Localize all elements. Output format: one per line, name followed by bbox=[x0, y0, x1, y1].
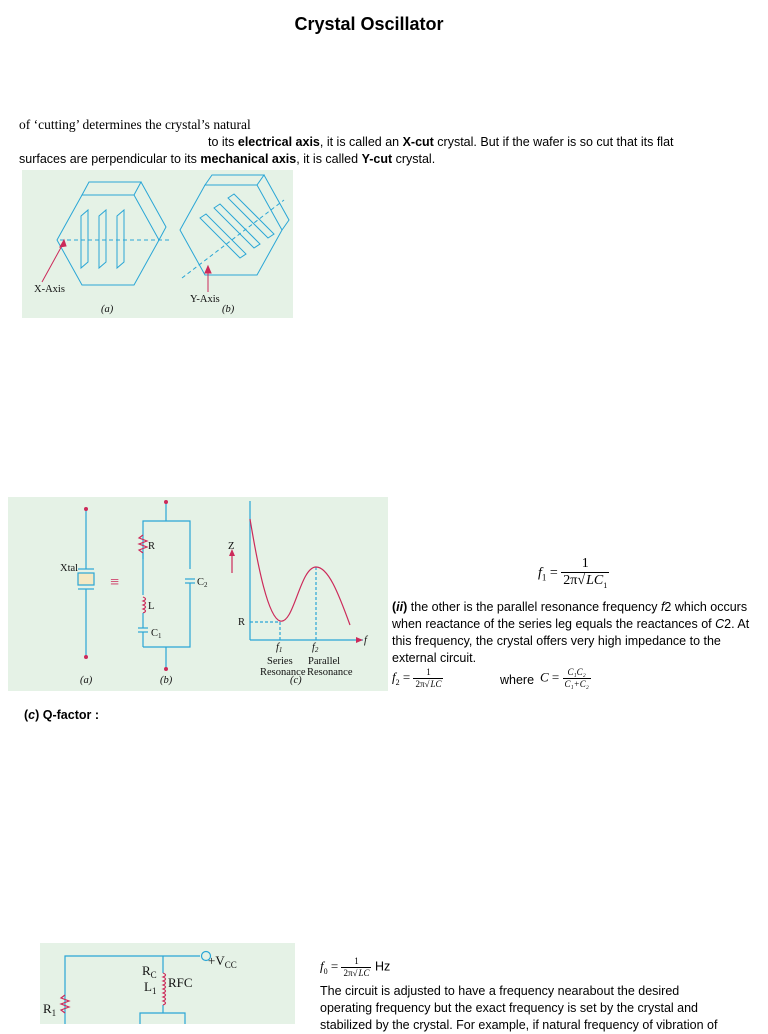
xtal-bottom-terminal bbox=[84, 655, 88, 659]
c2-label: C2 bbox=[197, 577, 208, 589]
hexagon-a-front bbox=[57, 195, 159, 285]
x-axis-pointer bbox=[42, 242, 64, 282]
hexagon-a-top-face bbox=[82, 182, 141, 195]
hexagon-b-side bbox=[264, 175, 289, 230]
series-label-2: Resonance bbox=[260, 667, 306, 678]
z-axis-label: Z bbox=[228, 541, 235, 552]
parallel-resonance-paragraph: (ii) the other is the parallel resonance frequency f2 which occurs when reactance of the series leg equals the reactances of C2. At this frequency, the crystal offers very high impedance to the external circuit. bbox=[392, 600, 750, 665]
crystal-equivalent-figure bbox=[8, 497, 388, 691]
y-cut-term: Y-cut bbox=[361, 152, 393, 166]
x-axis-label: X-Axis bbox=[34, 284, 65, 295]
vcc-label: $+V_{CC}$ bbox=[208, 953, 237, 970]
f1-tick-label: f1 bbox=[276, 642, 283, 654]
rfc-label: RFC bbox=[168, 975, 193, 990]
mechanical-axis-term: mechanical axis bbox=[200, 152, 297, 166]
equivalent-circuit-diagram bbox=[8, 497, 388, 691]
l-label: L bbox=[148, 601, 155, 612]
xtal-top-terminal bbox=[84, 507, 88, 511]
crystal-cut-diagram bbox=[22, 170, 293, 318]
crystal-oscillator-paragraph: The circuit is adjusted to have a frequency nearabout the desired operating frequency but the exact frequency is set by the crystal and stabilized by the crystal. For example, if natural frequency of vibration of bbox=[320, 984, 718, 1032]
hexagon-b-top-face bbox=[205, 175, 264, 185]
hexagon-a-side bbox=[141, 182, 166, 240]
series-label-1: Series bbox=[267, 656, 293, 667]
equation-f2: $f_2$ = $\frac{1}{2\pi√LC}$ bbox=[392, 667, 442, 689]
y-cut-plates bbox=[200, 194, 274, 258]
x-cut-term: X-cut bbox=[402, 135, 434, 149]
parallel-label-2: Resonance bbox=[307, 667, 353, 678]
r1-label: $R_1$ bbox=[43, 1001, 57, 1018]
l1-label: $L_1$ bbox=[144, 979, 157, 996]
intro-line-1: of ‘cutting’ determines the crystal’s natural bbox=[19, 117, 251, 132]
c1-label: C1 bbox=[151, 628, 162, 640]
hexagon-b-front bbox=[180, 185, 282, 275]
y-axis-arrowhead bbox=[205, 266, 211, 273]
inductor-l-symbol bbox=[143, 597, 146, 613]
caption-b: (b) bbox=[222, 304, 235, 315]
where-label: where bbox=[500, 673, 535, 687]
xtal-crystal-block bbox=[78, 573, 94, 585]
y-axis-label: Y-Axis bbox=[190, 294, 220, 305]
q-factor-heading: (c) Q-factor : bbox=[24, 708, 100, 722]
graph-caption-c: (c) bbox=[290, 675, 302, 686]
oscillator-circuit-diagram bbox=[40, 943, 295, 1024]
rfc-coil-symbol bbox=[163, 973, 166, 1005]
rc-label: $R_C$ bbox=[142, 963, 157, 980]
r-axis-label: R bbox=[238, 617, 246, 628]
equiv-top-terminal bbox=[164, 500, 168, 504]
equiv-bottom-terminal bbox=[164, 667, 168, 671]
x-axis-arrowhead bbox=[60, 240, 66, 247]
y-axis-line bbox=[182, 200, 284, 278]
intro-line-2: to its electrical axis, it is called an X-cut crystal. But if the wafer is so cut that its flat bbox=[208, 135, 674, 149]
circuit-caption-a: (a) bbox=[80, 675, 93, 686]
intro-line-3: surfaces are perpendicular to its mechanical axis, it is called Y-cut crystal. bbox=[19, 152, 436, 166]
equivalence-sign: ≡ bbox=[110, 574, 120, 591]
equation-f0: $f_0$ = $\frac{1}{2\pi√LC}$ Hz bbox=[320, 956, 391, 978]
crystal-cut-figure bbox=[22, 170, 293, 318]
caption-a: (a) bbox=[101, 304, 114, 315]
oscillator-circuit-figure bbox=[40, 943, 295, 1024]
electrical-axis-term: electrical axis bbox=[237, 135, 320, 149]
f2-tick-label: f2 bbox=[312, 642, 319, 654]
tank-top bbox=[140, 1013, 185, 1024]
x-cut-plates bbox=[81, 210, 124, 268]
equation-c: C = $\frac{\text{C₁C₂}}{\text{C₁+C₂}}$ bbox=[540, 667, 589, 689]
circuit-caption-b: (b) bbox=[160, 675, 173, 686]
equation-f1: $f_1$ = $\frac{1}{2\pi√LC_1}$ bbox=[538, 556, 608, 590]
impedance-curve bbox=[250, 519, 350, 625]
f-axis-label: f bbox=[364, 635, 367, 646]
xtal-label: Xtal bbox=[60, 563, 79, 574]
r-label: R bbox=[148, 541, 156, 552]
f-axis-arrow bbox=[356, 637, 363, 643]
supply-rail bbox=[65, 956, 200, 1024]
parallel-label-1: Parallel bbox=[308, 656, 341, 667]
page-title: Crystal Oscillator bbox=[294, 14, 444, 34]
